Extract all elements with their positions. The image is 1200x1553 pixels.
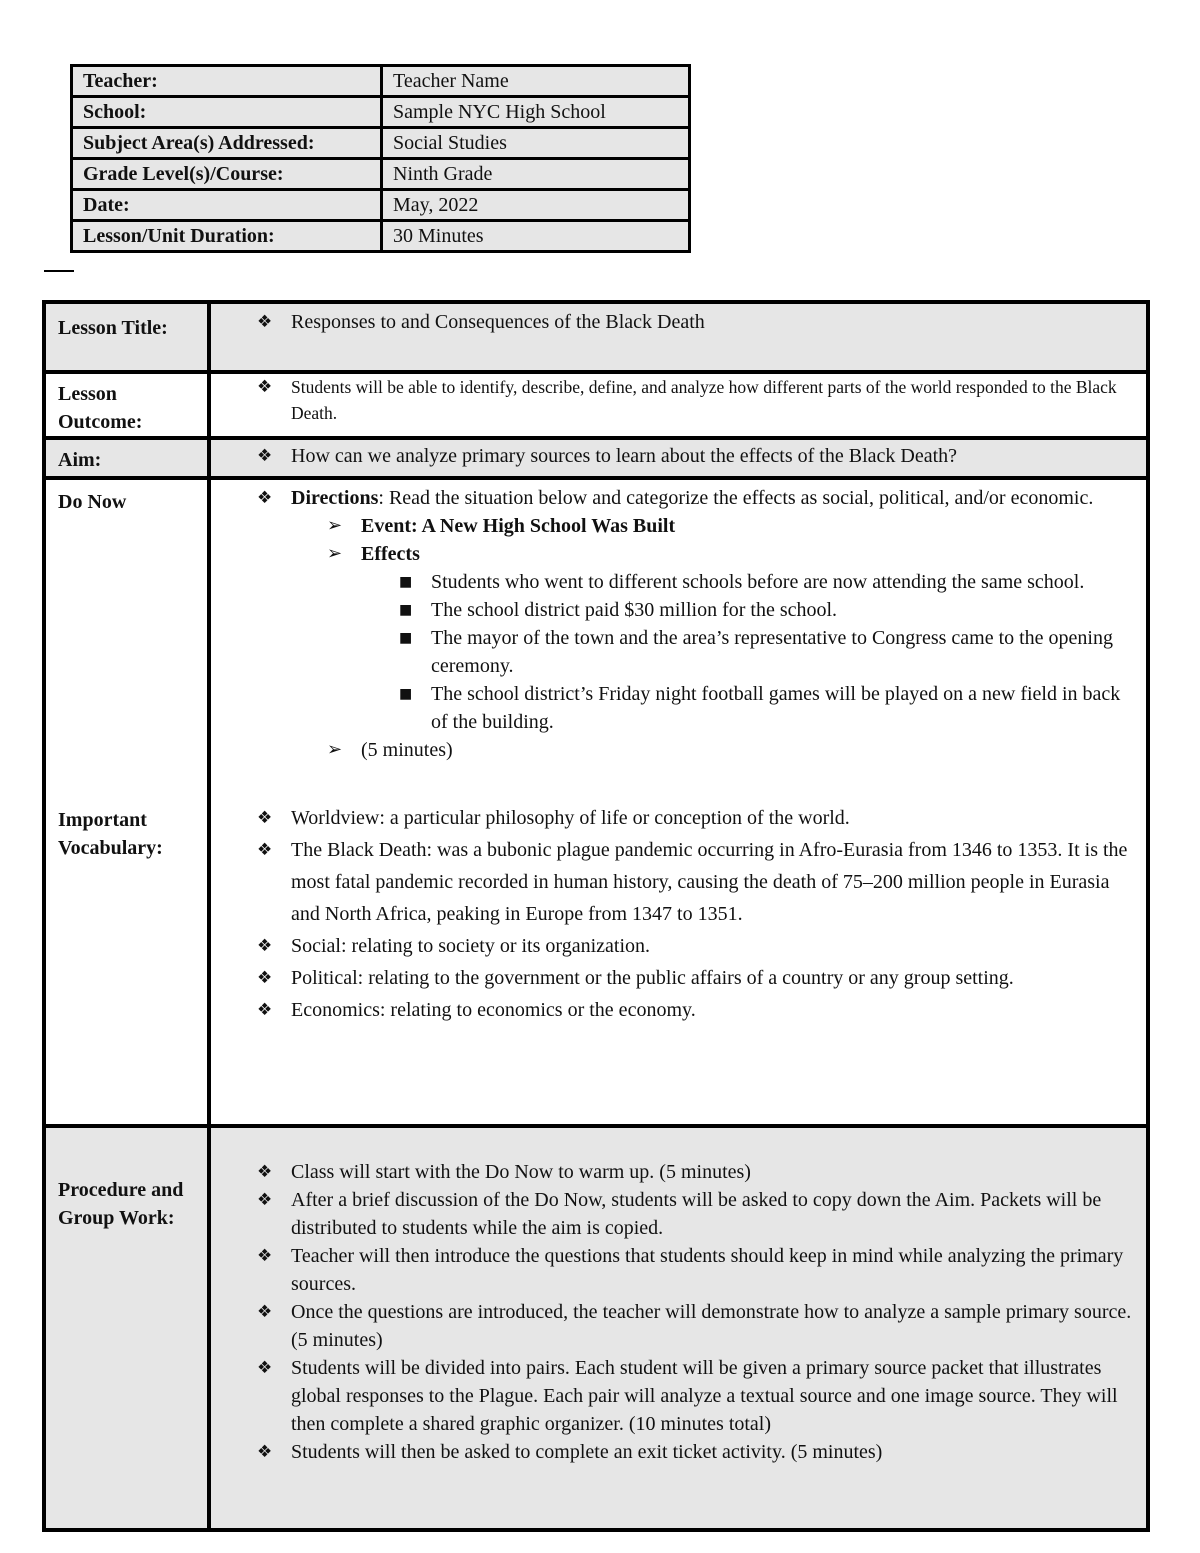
procedure-step: ❖ Class will start with the Do Now to warm up. (5 minutes) bbox=[257, 1158, 1132, 1186]
vocab-item: ❖ Economics: relating to economics or the economy. bbox=[257, 994, 1132, 1026]
info-row-duration bbox=[72, 221, 690, 252]
info-label: Grade Level(s)/Course: bbox=[72, 159, 382, 190]
info-value: Social Studies bbox=[382, 128, 690, 159]
vocab-item: ❖ Social: relating to society or its organization. bbox=[257, 930, 1132, 962]
lesson-title-value: ❖ Responses to and Consequences of the Black Death bbox=[257, 308, 1132, 336]
info-value: May, 2022 bbox=[382, 190, 690, 221]
divider bbox=[44, 270, 74, 272]
procedure-label: Procedure and Group Work: bbox=[44, 1126, 209, 1530]
event-text: Event: A New High School Was Built bbox=[361, 515, 676, 537]
info-label: School: bbox=[72, 97, 382, 128]
lesson-title-label: Lesson Title: bbox=[44, 302, 209, 372]
do-now-header-cell bbox=[44, 478, 209, 1126]
do-now-label: Do Now bbox=[58, 491, 127, 513]
vocab-item: ❖ Political: relating to the government or the public affairs of a country or any group setting. bbox=[257, 962, 1132, 994]
lesson-outcome-value: ❖ Students will be able to identify, describe, define, and analyze how different parts of the world responded to the Black Death. bbox=[257, 374, 1132, 426]
aim-label: Aim: bbox=[44, 438, 209, 478]
procedure-step: ❖ Students will then be asked to complete an exit ticket activity. (5 minutes) bbox=[257, 1438, 1132, 1466]
effect-item: ■ The school district paid $30 million for the school. bbox=[397, 596, 1132, 624]
do-now-effects bbox=[327, 540, 1132, 736]
row-do-now bbox=[44, 478, 1148, 1126]
effects-label: Effects bbox=[361, 543, 420, 565]
aim-value: ❖ How can we analyze primary sources to learn about the effects of the Black Death? bbox=[257, 442, 1132, 470]
info-row-grade bbox=[72, 159, 690, 190]
procedure-list bbox=[257, 1158, 1132, 1466]
info-row-school bbox=[72, 97, 690, 128]
vocab-label: Important Vocabulary: bbox=[58, 809, 163, 859]
info-row-subject bbox=[72, 128, 690, 159]
info-value: Ninth Grade bbox=[382, 159, 690, 190]
do-now-time: ➢ (5 minutes) bbox=[327, 736, 1132, 764]
procedure-step: ❖ After a brief discussion of the Do Now, students will be asked to copy down the Aim. Packets will be distributed to students while the aim is copied. bbox=[257, 1186, 1132, 1242]
lesson-plan-table bbox=[42, 300, 1150, 1532]
row-lesson-title bbox=[44, 302, 1148, 372]
lesson-info-table bbox=[70, 64, 691, 253]
do-now-cell bbox=[209, 478, 1148, 1126]
lesson-title-cell bbox=[209, 302, 1148, 372]
info-value: Teacher Name bbox=[382, 66, 690, 97]
info-label: Date: bbox=[72, 190, 382, 221]
info-row-date bbox=[72, 190, 690, 221]
aim-cell bbox=[209, 438, 1148, 478]
info-row-teacher bbox=[72, 66, 690, 97]
directions-text: : Read the situation below and categorize the effects as social, political, and/or economic. bbox=[378, 487, 1094, 509]
effect-item: ■ Students who went to different schools before are now attending the same school. bbox=[397, 568, 1132, 596]
procedure-step: ❖ Students will be divided into pairs. Each student will be given a primary source packet that illustrates global responses to the Plague. Each pair will analyze a textual source and one image source. They will then complete a shared graphic organizer. (10 minutes total) bbox=[257, 1354, 1132, 1438]
effect-item: ■ The school district’s Friday night football games will be played on a new field in back of the building. bbox=[397, 680, 1132, 736]
info-label: Lesson/Unit Duration: bbox=[72, 221, 382, 252]
info-label: Subject Area(s) Addressed: bbox=[72, 128, 382, 159]
lesson-outcome-label: Lesson Outcome: bbox=[44, 372, 209, 438]
vocabulary-list bbox=[257, 802, 1132, 1026]
directions-bold: Directions bbox=[291, 487, 379, 509]
procedure-step: ❖ Once the questions are introduced, the teacher will demonstrate how to analyze a sample primary source. (5 minutes) bbox=[257, 1298, 1132, 1354]
info-label: Teacher: bbox=[72, 66, 382, 97]
procedure-cell bbox=[209, 1126, 1148, 1530]
procedure-step: ❖ Teacher will then introduce the questions that students should keep in mind while analyzing the primary sources. bbox=[257, 1242, 1132, 1298]
row-procedure bbox=[44, 1126, 1148, 1530]
do-now-event bbox=[327, 512, 1132, 540]
do-now-directions bbox=[257, 484, 1132, 764]
effect-item: ■ The mayor of the town and the area’s representative to Congress came to the opening ceremony. bbox=[397, 624, 1132, 680]
vocab-item: ❖ The Black Death: was a bubonic plague pandemic occurring in Afro-Eurasia from 1346 to 1353. It is the most fatal pandemic recorded in human history, causing the death of 75–200 million people in Eurasia and North Africa, peaking in Europe from 1347 to 1351. bbox=[257, 834, 1132, 930]
row-aim bbox=[44, 438, 1148, 478]
row-lesson-outcome bbox=[44, 372, 1148, 438]
info-value: Sample NYC High School bbox=[382, 97, 690, 128]
lesson-outcome-cell bbox=[209, 372, 1148, 438]
vocab-item: ❖ Worldview: a particular philosophy of life or conception of the world. bbox=[257, 802, 1132, 834]
info-value: 30 Minutes bbox=[382, 221, 690, 252]
